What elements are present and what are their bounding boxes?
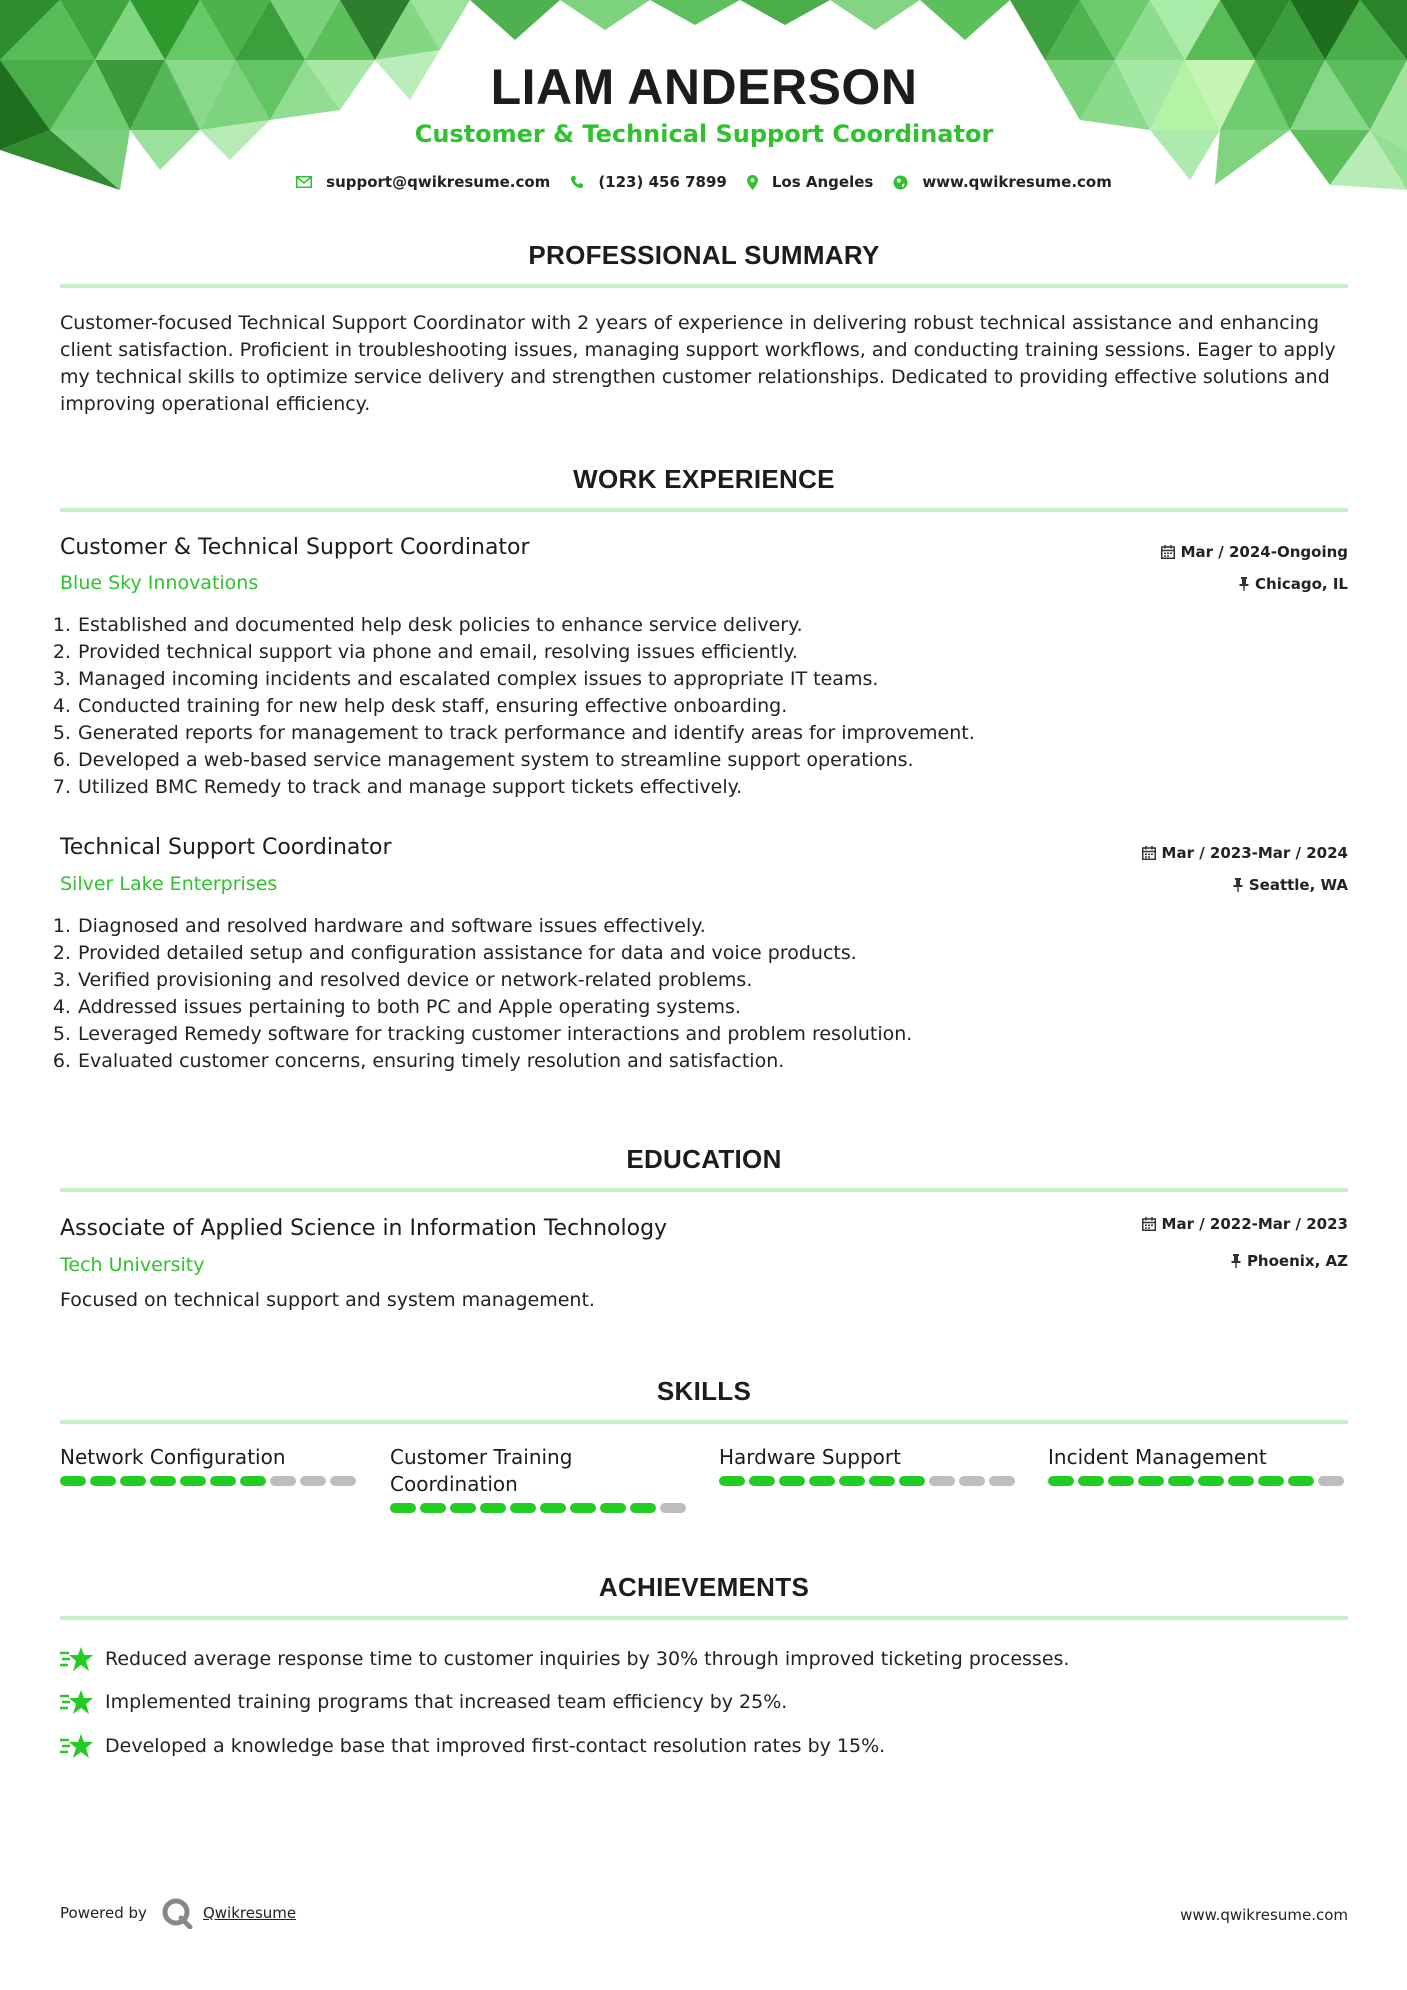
education-description: Focused on technical support and system management. bbox=[60, 1289, 595, 1311]
degree-title: Associate of Applied Science in Information Technology bbox=[60, 1216, 668, 1241]
skill-segment-filled bbox=[809, 1476, 835, 1486]
skill-segment-filled bbox=[600, 1503, 626, 1513]
skill-name: Incident Management bbox=[1048, 1445, 1267, 1469]
education-rule bbox=[60, 1188, 1348, 1192]
skill-segment-filled bbox=[120, 1476, 146, 1486]
contact-phone[interactable] bbox=[570, 173, 727, 191]
skill-level-bar bbox=[719, 1476, 1019, 1486]
achievements-rule bbox=[60, 1616, 1348, 1620]
job-bullet: 5. Leveraged Remedy software for tracking customer interactions and problem resolution. bbox=[77, 1021, 1365, 1048]
skills-heading: SKILLS bbox=[656, 1376, 752, 1406]
skill-segment-filled bbox=[510, 1503, 536, 1513]
skill-segment-filled bbox=[540, 1503, 566, 1513]
contact-location-text: Los Angeles bbox=[771, 173, 874, 191]
skill-segment-filled bbox=[1078, 1476, 1104, 1486]
contact-phone-text: (123) 456 7899 bbox=[598, 173, 727, 191]
job-location-text: Seattle, WA bbox=[1248, 876, 1348, 894]
skill-segment-filled bbox=[1228, 1476, 1254, 1486]
experience-heading: WORK EXPERIENCE bbox=[573, 464, 835, 494]
skill-segment-filled bbox=[1138, 1476, 1164, 1486]
skill-segment-filled bbox=[60, 1476, 86, 1486]
skill-item bbox=[390, 1444, 690, 1513]
skill-item bbox=[719, 1444, 1019, 1486]
job-company: Silver Lake Enterprises bbox=[60, 873, 278, 895]
education-dates bbox=[1142, 1215, 1348, 1233]
job-bullet: 6. Developed a web-based service management system to streamline support operations. bbox=[77, 747, 1365, 774]
skill-segment-empty bbox=[1318, 1476, 1344, 1486]
footer-website[interactable]: www.qwikresume.com bbox=[1180, 1906, 1348, 1924]
education-heading: EDUCATION bbox=[626, 1144, 782, 1174]
job-location bbox=[1239, 575, 1348, 593]
education-dates-text: Mar / 2022-Mar / 2023 bbox=[1161, 1215, 1348, 1233]
skill-segment-filled bbox=[210, 1476, 236, 1486]
skill-name: Hardware Support bbox=[719, 1445, 901, 1469]
school-name: Tech University bbox=[60, 1254, 205, 1276]
skill-segment-filled bbox=[420, 1503, 446, 1513]
skill-segment-filled bbox=[1258, 1476, 1284, 1486]
skill-segment-empty bbox=[300, 1476, 326, 1486]
globe-icon bbox=[893, 175, 908, 190]
skill-segment-empty bbox=[270, 1476, 296, 1486]
skill-name: Network Configuration bbox=[60, 1445, 286, 1469]
skill-item bbox=[60, 1444, 360, 1486]
calendar-icon bbox=[1161, 545, 1175, 559]
job-bullet: 5. Generated reports for management to track performance and identify areas for improvement. bbox=[77, 720, 1365, 747]
skill-segment-filled bbox=[630, 1503, 656, 1513]
education-location-text: Phoenix, AZ bbox=[1246, 1252, 1348, 1270]
job-bullet: 4. Conducted training for new help desk staff, ensuring effective onboarding. bbox=[77, 693, 1365, 720]
contact-bar bbox=[60, 173, 1348, 191]
skill-item bbox=[1048, 1444, 1348, 1486]
skill-segment-filled bbox=[749, 1476, 775, 1486]
job-bullet: 6. Evaluated customer concerns, ensuring timely resolution and satisfaction. bbox=[77, 1048, 1365, 1075]
skill-segment-empty bbox=[959, 1476, 985, 1486]
job-dates bbox=[1142, 844, 1348, 862]
job-location bbox=[1233, 876, 1348, 894]
job-bullet: 3. Verified provisioning and resolved device or network-related problems. bbox=[77, 967, 1365, 994]
skill-segment-filled bbox=[899, 1476, 925, 1486]
experience-rule bbox=[60, 508, 1348, 512]
achievement-item bbox=[60, 1645, 1069, 1673]
skill-segment-filled bbox=[1198, 1476, 1224, 1486]
job-dates-text: Mar / 2024-Ongoing bbox=[1180, 543, 1348, 561]
skill-segment-empty bbox=[929, 1476, 955, 1486]
job-bullets bbox=[60, 913, 1365, 1075]
job-company: Blue Sky Innovations bbox=[60, 572, 259, 594]
powered-by-label: Powered by bbox=[60, 1904, 147, 1922]
education-location bbox=[1231, 1252, 1348, 1270]
skill-segment-empty bbox=[660, 1503, 686, 1513]
contact-website[interactable] bbox=[893, 173, 1112, 191]
phone-icon bbox=[570, 175, 584, 189]
skill-level-bar bbox=[390, 1503, 690, 1513]
skill-segment-filled bbox=[779, 1476, 805, 1486]
skill-segment-filled bbox=[480, 1503, 506, 1513]
job-location-text: Chicago, IL bbox=[1255, 575, 1348, 593]
pushpin-icon bbox=[1233, 878, 1243, 892]
job-title: Customer & Technical Support Coordinator bbox=[60, 535, 530, 560]
job-bullet: 4. Addressed issues pertaining to both PC and Apple operating systems. bbox=[77, 994, 1365, 1021]
skill-segment-filled bbox=[240, 1476, 266, 1486]
qwikresume-link[interactable]: Qwikresume bbox=[202, 1904, 297, 1922]
job-bullets bbox=[60, 612, 1365, 801]
contact-email[interactable] bbox=[296, 173, 550, 191]
skill-segment-filled bbox=[1168, 1476, 1194, 1486]
achievement-text: Implemented training programs that increased team efficiency by 25%. bbox=[105, 1691, 788, 1713]
summary-text: Customer-focused Technical Support Coordinator with 2 years of experience in delivering robust technical assistance and enhancing client satisfaction. Proficient in troubleshooting issues, managing support workflows, and conducting training sessions. Eager to apply my technical skills to optimize service delivery and strengthen customer relationships. Dedicated to providing effective solutions and improving operational efficiency. bbox=[60, 312, 1336, 415]
footer-powered-by bbox=[60, 1897, 296, 1929]
skill-segment-filled bbox=[90, 1476, 116, 1486]
achievement-text: Developed a knowledge base that improved first-contact resolution rates by 15%. bbox=[105, 1735, 886, 1757]
pushpin-icon bbox=[1231, 1254, 1241, 1268]
skill-segment-filled bbox=[450, 1503, 476, 1513]
pushpin-icon bbox=[1239, 577, 1249, 591]
qwikresume-logo-icon bbox=[161, 1897, 193, 1929]
skill-segment-filled bbox=[570, 1503, 596, 1513]
skill-segment-filled bbox=[150, 1476, 176, 1486]
star-award-icon bbox=[60, 1732, 93, 1760]
skill-segment-filled bbox=[839, 1476, 865, 1486]
skill-level-bar bbox=[1048, 1476, 1348, 1486]
achievement-item bbox=[60, 1688, 787, 1716]
job-bullet: 1. Diagnosed and resolved hardware and software issues effectively. bbox=[77, 913, 1365, 940]
job-dates-text: Mar / 2023-Mar / 2024 bbox=[1161, 844, 1348, 862]
job-title: Technical Support Coordinator bbox=[60, 835, 392, 860]
skill-level-bar bbox=[60, 1476, 360, 1486]
contact-email-text: support@qwikresume.com bbox=[326, 173, 551, 191]
calendar-icon bbox=[1142, 846, 1156, 860]
skill-name: Customer Training Coordination bbox=[390, 1445, 573, 1496]
skill-segment-filled bbox=[1108, 1476, 1134, 1486]
star-award-icon bbox=[60, 1688, 93, 1716]
skill-segment-empty bbox=[989, 1476, 1015, 1486]
skill-segment-filled bbox=[719, 1476, 745, 1486]
job-bullet: 7. Utilized BMC Remedy to track and manage support tickets effectively. bbox=[77, 774, 1365, 801]
skill-segment-filled bbox=[869, 1476, 895, 1486]
summary-rule bbox=[60, 284, 1348, 288]
skill-segment-filled bbox=[180, 1476, 206, 1486]
achievement-text: Reduced average response time to customer inquiries by 30% through improved ticketing processes. bbox=[105, 1648, 1070, 1670]
skills-rule bbox=[60, 1420, 1348, 1424]
achievements-heading: ACHIEVEMENTS bbox=[598, 1572, 810, 1602]
star-award-icon bbox=[60, 1645, 93, 1673]
job-bullet: 1. Established and documented help desk policies to enhance service delivery. bbox=[77, 612, 1365, 639]
skill-segment-filled bbox=[1048, 1476, 1074, 1486]
candidate-role: Customer & Technical Support Coordinator bbox=[414, 120, 994, 148]
job-bullet: 3. Managed incoming incidents and escalated complex issues to appropriate IT teams. bbox=[77, 666, 1365, 693]
map-pin-icon bbox=[747, 175, 758, 190]
skill-segment-filled bbox=[1288, 1476, 1314, 1486]
candidate-name: LIAM ANDERSON bbox=[490, 59, 918, 115]
skill-segment-empty bbox=[330, 1476, 356, 1486]
contact-location bbox=[747, 173, 873, 191]
envelope-icon bbox=[296, 176, 312, 188]
summary-heading: PROFESSIONAL SUMMARY bbox=[528, 240, 880, 270]
job-dates bbox=[1161, 543, 1348, 561]
skill-segment-filled bbox=[390, 1503, 416, 1513]
job-bullet: 2. Provided technical support via phone and email, resolving issues efficiently. bbox=[77, 639, 1365, 666]
achievement-item bbox=[60, 1732, 885, 1760]
job-bullet: 2. Provided detailed setup and configuration assistance for data and voice products. bbox=[77, 940, 1365, 967]
contact-website-text: www.qwikresume.com bbox=[922, 173, 1112, 191]
calendar-icon bbox=[1142, 1217, 1156, 1231]
